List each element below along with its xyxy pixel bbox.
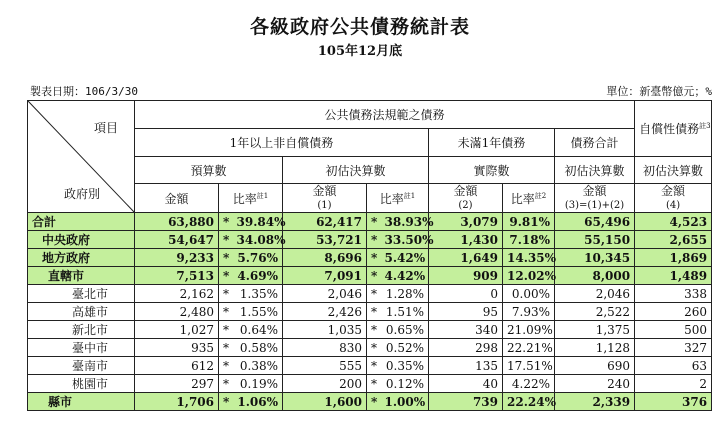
budget-amount: 2,162 <box>135 285 219 303</box>
budget-star: * <box>219 285 233 303</box>
debt-total: 65,496 <box>555 213 635 231</box>
debt-total: 1,128 <box>555 339 635 357</box>
short-ratio: 17.51% <box>503 357 555 375</box>
row-name: 新北市 <box>28 321 135 339</box>
budget-star: * <box>219 393 233 411</box>
prelim-star: * <box>367 249 381 267</box>
budget-star: * <box>219 303 233 321</box>
short-amount: 1,430 <box>429 231 503 249</box>
budget-ratio: 0.38% <box>233 357 283 375</box>
self-liq-amount: 4,523 <box>635 213 712 231</box>
budget-amount: 612 <box>135 357 219 375</box>
prelim-amount: 555 <box>283 357 367 375</box>
row-name: 合計 <box>28 213 135 231</box>
prelim-star: * <box>367 267 381 285</box>
short-ratio: 14.35% <box>503 249 555 267</box>
budget-ratio: 1.35% <box>233 285 283 303</box>
table-row <box>28 231 712 249</box>
row-name: 臺北市 <box>28 285 135 303</box>
prelim-star: * <box>367 303 381 321</box>
prelim-ratio: 0.52% <box>381 339 429 357</box>
table-row <box>28 267 712 285</box>
debt-total: 8,000 <box>555 267 635 285</box>
short-ratio: 12.02% <box>503 267 555 285</box>
row-name: 縣市 <box>28 393 135 411</box>
debt-total-header: 債務合計 <box>555 129 635 157</box>
short-ratio: 7.18% <box>503 231 555 249</box>
short-amount: 1,649 <box>429 249 503 267</box>
budget-ratio: 39.84% <box>233 213 283 231</box>
prelim-header-3: 初估決算數 <box>635 157 712 184</box>
self-liq-amount: 63 <box>635 357 712 375</box>
budget-amount: 935 <box>135 339 219 357</box>
ratio-header-2: 比率$^{註2}$ <box>503 184 555 213</box>
budget-amount: 7,513 <box>135 267 219 285</box>
prelim-star: * <box>367 231 381 249</box>
self-liq-amount: 2,655 <box>635 231 712 249</box>
prelim-ratio: 0.12% <box>381 375 429 393</box>
prelim-star: * <box>367 393 381 411</box>
doc-title: 各級政府公共債務統計表 <box>249 16 470 38</box>
table-row <box>28 357 712 375</box>
budget-amount: 297 <box>135 375 219 393</box>
budget-amount: 63,880 <box>135 213 219 231</box>
budget-ratio: 34.08% <box>233 231 283 249</box>
short-term-header: 未滿1年債務 <box>429 129 555 157</box>
debt-total: 1,375 <box>555 321 635 339</box>
row-name: 直轄市 <box>28 267 135 285</box>
prelim-star: * <box>367 375 381 393</box>
amount-header: 金額 <box>135 184 219 213</box>
prelim-ratio: 4.42% <box>381 267 429 285</box>
prelim-amount: 1,600 <box>283 393 367 411</box>
doc-subtitle: 105年12月底 <box>317 44 403 59</box>
budget-amount: 9,233 <box>135 249 219 267</box>
debt-total: 690 <box>555 357 635 375</box>
prelim-star: * <box>367 213 381 231</box>
row-name: 中央政府 <box>28 231 135 249</box>
self-liq-amount: 500 <box>635 321 712 339</box>
row-name: 桃園市 <box>28 375 135 393</box>
prelim-amount: 53,721 <box>283 231 367 249</box>
budget-star: * <box>219 375 233 393</box>
table-row <box>28 339 712 357</box>
budget-star: * <box>219 213 233 231</box>
short-ratio: 9.81% <box>503 213 555 231</box>
public-debt-law-header: 公共債務法規範之債務 <box>135 101 635 129</box>
budget-header: 預算數 <box>135 157 283 184</box>
prelim-ratio: 33.50% <box>381 231 429 249</box>
debt-table <box>27 100 712 411</box>
budget-amount: 1,706 <box>135 393 219 411</box>
prelim-ratio: 5.42% <box>381 249 429 267</box>
prelim-amount: 2,046 <box>283 285 367 303</box>
short-ratio: 22.24% <box>503 393 555 411</box>
budget-ratio: 0.19% <box>233 375 283 393</box>
self-liq-header: 自償性債務$^{註3}$ <box>635 101 712 157</box>
prelim-star: * <box>367 321 381 339</box>
short-amount: 95 <box>429 303 503 321</box>
debt-total: 55,150 <box>555 231 635 249</box>
long-term-header: 1年以上非自償債務 <box>135 129 429 157</box>
gov-label: 政府別 <box>64 187 101 201</box>
budget-amount: 1,027 <box>135 321 219 339</box>
prelim-amount: 1,035 <box>283 321 367 339</box>
prelim-amount: 200 <box>283 375 367 393</box>
prelim-ratio: 0.65% <box>381 321 429 339</box>
table-row <box>28 375 712 393</box>
budget-amount: 2,480 <box>135 303 219 321</box>
short-ratio: 0.00% <box>503 285 555 303</box>
budget-star: * <box>219 249 233 267</box>
table-row <box>28 213 712 231</box>
actual-header: 實際數 <box>429 157 555 184</box>
table-row <box>28 393 712 411</box>
row-name: 臺中市 <box>28 339 135 357</box>
debt-total: 2,046 <box>555 285 635 303</box>
prelim-star: * <box>367 339 381 357</box>
self-liq-amount: 1,869 <box>635 249 712 267</box>
self-liq-amount: 327 <box>635 339 712 357</box>
self-liq-amount: 2 <box>635 375 712 393</box>
table-row <box>28 285 712 303</box>
amount-header-4: 金額 (4) <box>635 184 712 213</box>
table-row <box>28 303 712 321</box>
budget-ratio: 4.69% <box>233 267 283 285</box>
amount-header-3: 金額 (3)=(1)+(2) <box>555 184 635 213</box>
short-ratio: 22.21% <box>503 339 555 357</box>
budget-amount: 54,647 <box>135 231 219 249</box>
prelim-amount: 7,091 <box>283 267 367 285</box>
prelim-ratio: 0.35% <box>381 357 429 375</box>
short-amount: 3,079 <box>429 213 503 231</box>
self-liq-amount: 338 <box>635 285 712 303</box>
debt-total: 2,522 <box>555 303 635 321</box>
budget-ratio: 0.64% <box>233 321 283 339</box>
ratio-header-1: 比率$^{註1}$ <box>367 184 429 213</box>
budget-star: * <box>219 321 233 339</box>
row-name: 高雄市 <box>28 303 135 321</box>
short-amount: 298 <box>429 339 503 357</box>
prelim-header-2: 初估決算數 <box>555 157 635 184</box>
prelim-header: 初估決算數 <box>283 157 429 184</box>
prelim-star: * <box>367 357 381 375</box>
budget-star: * <box>219 231 233 249</box>
debt-total: 10,345 <box>555 249 635 267</box>
budget-ratio: 1.06% <box>233 393 283 411</box>
budget-ratio: 5.76% <box>233 249 283 267</box>
short-amount: 739 <box>429 393 503 411</box>
short-amount: 909 <box>429 267 503 285</box>
budget-star: * <box>219 267 233 285</box>
prelim-star: * <box>367 285 381 303</box>
item-label: 項目 <box>94 121 119 135</box>
prelim-ratio: 1.28% <box>381 285 429 303</box>
prelim-amount: 8,696 <box>283 249 367 267</box>
prelim-ratio: 38.93% <box>381 213 429 231</box>
prelim-amount: 62,417 <box>283 213 367 231</box>
budget-star: * <box>219 339 233 357</box>
budget-ratio: 1.55% <box>233 303 283 321</box>
amount-header-1: 金額 (1) <box>283 184 367 213</box>
self-liq-amount: 1,489 <box>635 267 712 285</box>
short-amount: 135 <box>429 357 503 375</box>
budget-star: * <box>219 357 233 375</box>
diagonal-header-cell <box>28 101 135 213</box>
table-row <box>28 321 712 339</box>
amount-header-2: 金額 (2) <box>429 184 503 213</box>
unit-label: 單位：新臺幣億元；% <box>606 85 712 98</box>
row-name: 地方政府 <box>28 249 135 267</box>
short-ratio: 7.93% <box>503 303 555 321</box>
row-name: 臺南市 <box>28 357 135 375</box>
short-ratio: 4.22% <box>503 375 555 393</box>
short-amount: 340 <box>429 321 503 339</box>
short-amount: 40 <box>429 375 503 393</box>
budget-ratio: 0.58% <box>233 339 283 357</box>
date-label: 製表日期：106/3/30 <box>30 85 138 98</box>
short-amount: 0 <box>429 285 503 303</box>
ratio-header: 比率$^{註1}$ <box>219 184 283 213</box>
debt-total: 2,339 <box>555 393 635 411</box>
debt-total: 240 <box>555 375 635 393</box>
self-liq-amount: 260 <box>635 303 712 321</box>
prelim-ratio: 1.00% <box>381 393 429 411</box>
table-row <box>28 249 712 267</box>
prelim-amount: 830 <box>283 339 367 357</box>
prelim-ratio: 1.51% <box>381 303 429 321</box>
short-ratio: 21.09% <box>503 321 555 339</box>
self-liq-amount: 376 <box>635 393 712 411</box>
prelim-amount: 2,426 <box>283 303 367 321</box>
